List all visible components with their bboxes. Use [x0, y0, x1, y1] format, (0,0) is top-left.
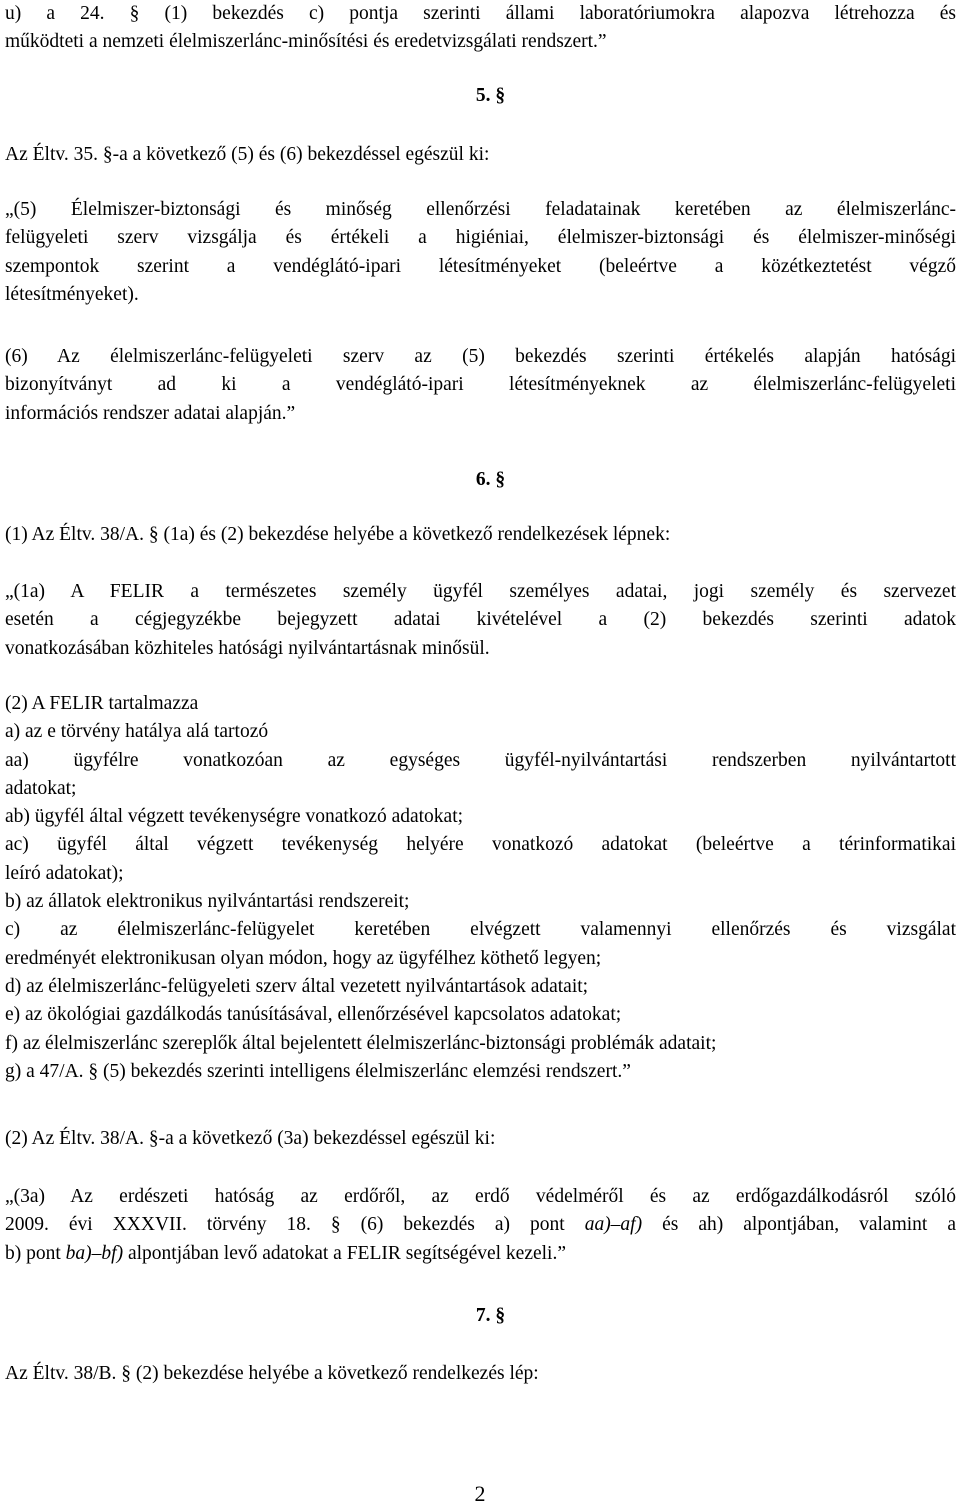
- list-item: e) az ökológiai gazdálkodás tanúsításával, ellenőrzésével kapcsolatos adatokat;: [5, 1004, 622, 1026]
- list-item: ab) ügyfél által végzett tevékenységre vonatkozó adatokat;: [5, 806, 464, 828]
- text-span-italic: ba)–bf): [65, 1242, 124, 1264]
- text-line: Az Éltv. 35. §-a a következő (5) és (6) bekezdéssel egészül ki:: [5, 144, 490, 165]
- list-item: b) az állatok elektronikus nyilvántartási rendszereit;: [5, 891, 410, 913]
- text-line: létesítményeket).: [5, 283, 139, 305]
- text-span: alpontjában levő adatokat a FELIR segítségével kezeli.”: [123, 1242, 566, 1264]
- list-item: c) az élelmiszerlánc-felügyelet keretében elvégzett valamennyi ellenőrzés és vizsgálat: [5, 919, 956, 941]
- text-line: esetén a cégjegyzékbe bejegyzett adatai kivételével a (2) bekezdés szerinti adatok: [5, 609, 956, 631]
- text-line: „(5) Élelmiszer-biztonsági és minőség ellenőrzési feladatainak keretében az élelmiszerlánc-: [5, 199, 956, 220]
- text-line: u) a 24. § (1) bekezdés c) pontja szerinti állami laboratóriumokra alapozva létrehozza és: [5, 3, 956, 24]
- text-line: (2) A FELIR tartalmazza: [5, 693, 199, 714]
- list-item: a) az e törvény hatálya alá tartozó: [5, 721, 269, 743]
- text-line: leíró adatokat);: [5, 862, 124, 884]
- text-line: bizonyítványt ad ki a vendéglátó-ipari létesítményeknek az élelmiszerlánc-felügyeleti: [5, 374, 956, 396]
- list-item: d) az élelmiszerlánc-felügyeleti szerv által vezetett nyilvántartások adatait;: [5, 975, 589, 997]
- paragraph-2-list: [5, 690, 956, 1086]
- text-line: [5, 1240, 956, 1268]
- text-line: szempontok szerint a vendéglátó-ipari létesítményeket (beleértve a közétkeztetést végző: [5, 255, 956, 277]
- list-item: g) a 47/A. § (5) bekezdés szerinti intelligens élelmiszerlánc elemzési rendszert.”: [5, 1060, 631, 1082]
- section-heading-6: 6. §: [475, 469, 506, 490]
- text-line: működteti a nemzeti élelmiszerlánc-minősítési és eredetvizsgálati rendszert.”: [5, 31, 607, 53]
- text-line: (6) Az élelmiszerlánc-felügyeleti szerv az (5) bekezdés szerinti értékelés alapján hatósági: [5, 346, 956, 367]
- text-line: „(1a) A FELIR a természetes személy ügyfél személyes adatai, jogi személy és szervezet: [5, 581, 956, 602]
- paragraph-6: [5, 343, 956, 428]
- text-line: (1) Az Éltv. 38/A. § (1a) és (2) bekezdése helyébe a következő rendelkezések lépnek:: [5, 524, 671, 545]
- list-item: aa) ügyfélre vonatkozóan az egységes ügyfél-nyilvántartási rendszerben nyilvántartott: [5, 749, 956, 771]
- text-line: Az Éltv. 38/B. § (2) bekezdése helyébe a következő rendelkezés lép:: [5, 1363, 539, 1384]
- text-span: b) pont: [5, 1242, 66, 1264]
- text-line: információs rendszer adatai alapján.”: [5, 402, 296, 424]
- paragraph-3a: [5, 1183, 956, 1268]
- text-line: [5, 1211, 956, 1239]
- paragraph-5: [5, 196, 956, 309]
- paragraph-1a: [5, 578, 956, 663]
- text-span: és ah) alpontjában, valamint a: [642, 1214, 957, 1236]
- text-line: adatokat;: [5, 777, 77, 799]
- text-line: (2) Az Éltv. 38/A. §-a a következő (3a) bekezdéssel egészül ki:: [5, 1128, 496, 1149]
- text-line: vonatkozásában közhiteles hatósági nyilvántartásnak minősül.: [5, 637, 490, 659]
- document-page: [5, 0, 956, 1505]
- page-number: 2: [474, 1481, 486, 1506]
- list-item: f) az élelmiszerlánc szereplők által bejelentett élelmiszerlánc-biztonsági problémák adatait;: [5, 1032, 717, 1054]
- text-span: 2009. évi XXXVII. törvény 18. § (6) bekezdés a) pont: [5, 1214, 585, 1236]
- section-heading-5: 5. §: [475, 85, 506, 106]
- text-line: eredményét elektronikusan olyan módon, hogy az ügyfélhez köthető legyen;: [5, 947, 602, 969]
- text-line: felügyeleti szerv vizsgálja és értékeli a higiéniai, élelmiszer-biztonsági és élelmiszer-minőségi: [5, 227, 956, 249]
- list-item: ac) ügyfél által végzett tevékenység helyére vonatkozó adatokat (beleértve a térinformatikai: [5, 834, 956, 856]
- section-heading-7: 7. §: [475, 1305, 506, 1326]
- text-line: „(3a) Az erdészeti hatóság az erdőről, az erdő védelméről és az erdőgazdálkodásról szóló: [5, 1186, 956, 1207]
- text-span-italic: aa)–af): [584, 1214, 643, 1236]
